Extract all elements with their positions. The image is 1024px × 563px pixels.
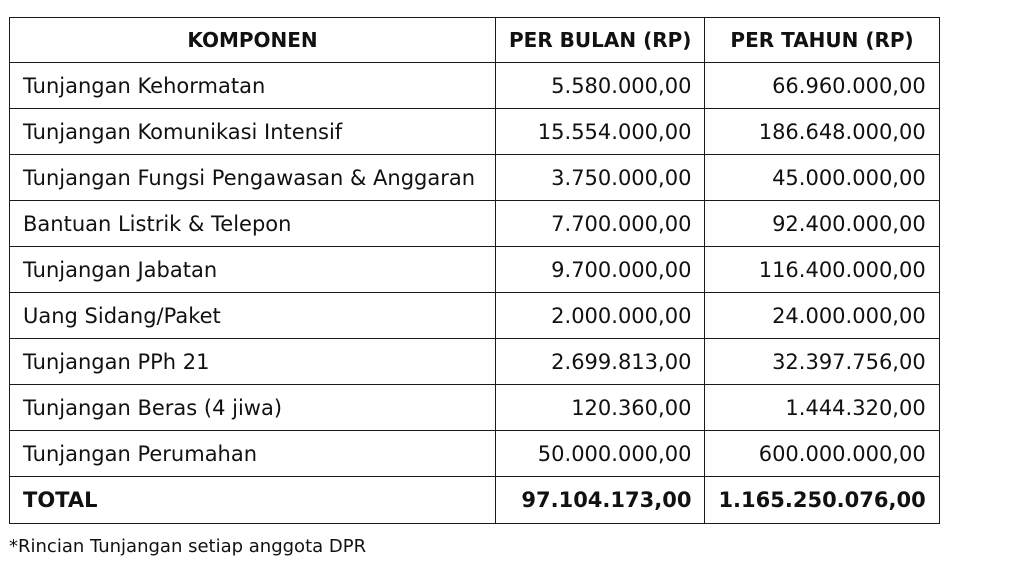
cell-per-tahun: 600.000.000,00 [705, 431, 939, 477]
table-row [10, 63, 940, 109]
cell-per-tahun: 92.400.000,00 [705, 201, 939, 247]
cell-per-bulan: 7.700.000,00 [496, 201, 705, 247]
table-row [10, 155, 940, 201]
total-row [10, 477, 940, 524]
total-per-bulan: 97.104.173,00 [496, 477, 705, 524]
cell-per-bulan: 2.699.813,00 [496, 339, 705, 385]
cell-per-bulan: 2.000.000,00 [496, 293, 705, 339]
cell-per-tahun: 186.648.000,00 [705, 109, 939, 155]
cell-per-bulan: 3.750.000,00 [496, 155, 705, 201]
cell-per-bulan: 15.554.000,00 [496, 109, 705, 155]
table-row [10, 293, 940, 339]
table-row [10, 247, 940, 293]
cell-per-tahun: 66.960.000,00 [705, 63, 939, 109]
cell-komponen: Tunjangan Beras (4 jiwa) [10, 385, 496, 431]
cell-komponen: Tunjangan Komunikasi Intensif [10, 109, 496, 155]
footnote: *Rincian Tunjangan setiap anggota DPR [9, 536, 367, 557]
header-per-bulan: PER BULAN (RP) [496, 18, 705, 63]
cell-per-bulan: 5.580.000,00 [496, 63, 705, 109]
cell-per-bulan: 9.700.000,00 [496, 247, 705, 293]
cell-komponen: Tunjangan Jabatan [10, 247, 496, 293]
cell-per-bulan: 120.360,00 [496, 385, 705, 431]
cell-komponen: Tunjangan Fungsi Pengawasan & Anggaran [10, 155, 496, 201]
header-per-tahun: PER TAHUN (RP) [705, 18, 939, 63]
total-per-tahun: 1.165.250.076,00 [705, 477, 939, 524]
table-row [10, 431, 940, 477]
cell-komponen: Tunjangan Perumahan [10, 431, 496, 477]
total-label: TOTAL [10, 477, 496, 524]
cell-per-tahun: 32.397.756,00 [705, 339, 939, 385]
allowance-table [9, 17, 940, 524]
cell-komponen: Tunjangan PPh 21 [10, 339, 496, 385]
cell-per-bulan: 50.000.000,00 [496, 431, 705, 477]
header-komponen: KOMPONEN [10, 18, 496, 63]
cell-komponen: Uang Sidang/Paket [10, 293, 496, 339]
cell-per-tahun: 116.400.000,00 [705, 247, 939, 293]
table-row [10, 109, 940, 155]
cell-komponen: Bantuan Listrik & Telepon [10, 201, 496, 247]
table-row [10, 339, 940, 385]
cell-komponen: Tunjangan Kehormatan [10, 63, 496, 109]
table-row [10, 385, 940, 431]
cell-per-tahun: 1.444.320,00 [705, 385, 939, 431]
cell-per-tahun: 45.000.000,00 [705, 155, 939, 201]
cell-per-tahun: 24.000.000,00 [705, 293, 939, 339]
header-row [10, 18, 940, 63]
table-row [10, 201, 940, 247]
